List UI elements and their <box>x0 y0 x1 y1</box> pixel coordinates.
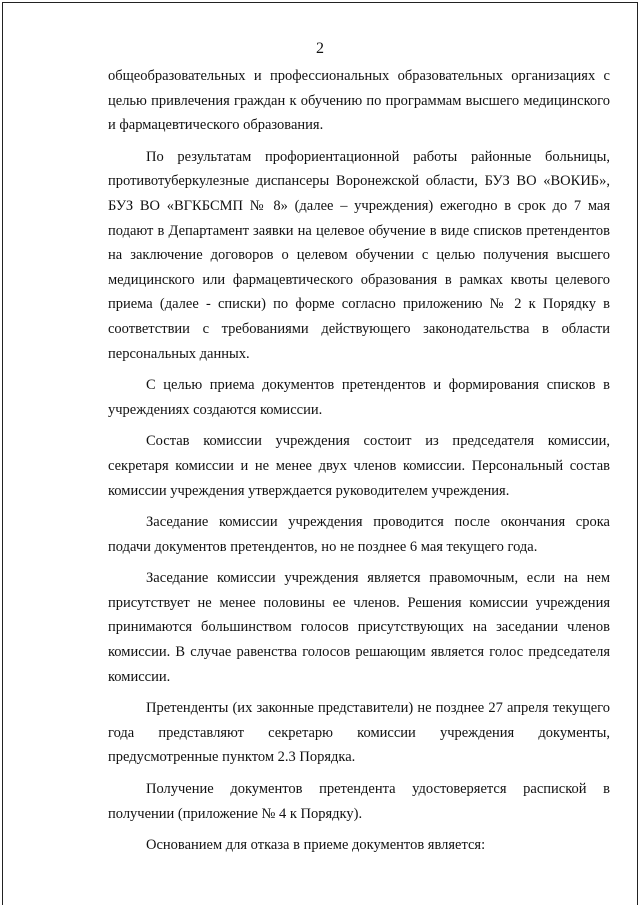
paragraph-submission: Претенденты (их законные представители) не позднее 27 апреля текущего года представляют секретарю комиссии учреждения документы, предусмотренные пунктом 2.3 Порядка. <box>108 700 610 766</box>
paragraph-refusal-grounds: Основанием для отказа в приеме документов является: <box>146 837 486 854</box>
paragraph-composition: Состав комиссии учреждения состоит из председателя комиссии, секретаря комиссии и не менее двух членов комиссии. Персональный состав комиссии учреждения утверждается руководителем учреждения. <box>108 433 610 499</box>
document-body <box>108 64 610 865</box>
paragraph-meeting-date: Заседание комиссии учреждения проводится после окончания срока подачи документов претендентов, но не позднее 6 мая текущего года. <box>108 514 610 555</box>
page-number: 2 <box>316 40 324 57</box>
paragraph-applications: По результатам профориентационной работы районные больницы, противотуберкулезные диспансеры Воронежской области, БУЗ ВО «ВОКИБ», БУЗ ВО «ВГКБСМП № 8» (далее – учреждения) ежегодно в срок до 7 мая подают в Департамент заявки на целевое обучение в виде списков претендентов на заключение договоров о целевом обучении с целью получения высшего медицинского или фармацевтического образования в рамках квоты целевого приема (далее - списки) по форме согласно приложению № 2 к Порядку в соответствии с требованиями действующего законодательства в области персональных данных. <box>108 148 610 362</box>
paragraph-continuation: общеобразовательных и профессиональных образовательных организациях с целью привлечения граждан к обучению по программам высшего медицинского и фармацевтического образования. <box>108 68 610 134</box>
paragraph-receipt: Получение документов претендента удостоверяется распиской в получении (приложение № 4 к Порядку). <box>108 781 610 822</box>
paragraph-commissions: С целью приема документов претендентов и формирования списков в учреждениях создаются комиссии. <box>108 377 610 418</box>
paragraph-quorum: Заседание комиссии учреждения является правомочным, если на нем присутствует не менее половины ее членов. Решения комиссии учреждения принимаются большинством голосов присутствующих на заседании членов комиссии. В случае равенства голосов решающим является голос председателя комиссии. <box>108 570 610 685</box>
